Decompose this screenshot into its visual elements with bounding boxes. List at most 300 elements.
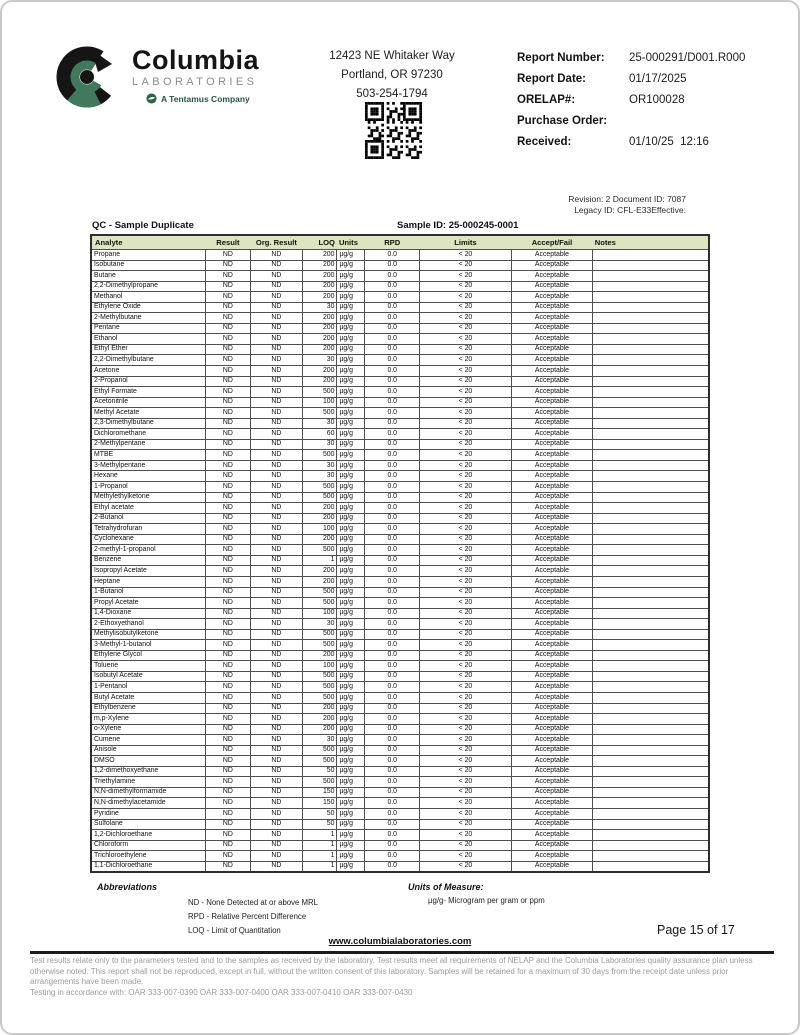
cell-loq: 60 bbox=[302, 429, 337, 440]
cell-analyte: Ethylbenzene bbox=[91, 703, 205, 714]
table-row bbox=[91, 671, 709, 682]
cell-units: µg/g bbox=[337, 830, 365, 841]
cell-result: ND bbox=[205, 840, 250, 851]
cell-loq: 1 bbox=[302, 851, 337, 862]
cell-accept-fail: Acceptable bbox=[511, 408, 593, 419]
cell-limits: < 20 bbox=[420, 840, 511, 851]
cell-loq: 150 bbox=[302, 798, 337, 809]
table-row bbox=[91, 682, 709, 693]
cell-analyte: Anisole bbox=[91, 745, 205, 756]
table-row bbox=[91, 534, 709, 545]
cell-org-result: ND bbox=[250, 555, 302, 566]
cell-units: µg/g bbox=[337, 271, 365, 282]
table-row bbox=[91, 482, 709, 493]
cell-loq: 200 bbox=[302, 503, 337, 514]
orelap-value: OR100028 bbox=[629, 94, 685, 106]
cell-rpd: 0.0 bbox=[365, 703, 420, 714]
cell-units: µg/g bbox=[337, 429, 365, 440]
cell-rpd: 0.0 bbox=[365, 714, 420, 725]
cell-limits: < 20 bbox=[420, 629, 511, 640]
cell-notes bbox=[593, 682, 709, 693]
table-row bbox=[91, 260, 709, 271]
table-row bbox=[91, 439, 709, 450]
cell-analyte: 1-Pentanol bbox=[91, 682, 205, 693]
cell-accept-fail: Acceptable bbox=[511, 387, 593, 398]
cell-units: µg/g bbox=[337, 598, 365, 609]
table-row bbox=[91, 714, 709, 725]
cell-result: ND bbox=[205, 766, 250, 777]
cell-loq: 200 bbox=[302, 714, 337, 725]
cell-limits: < 20 bbox=[420, 302, 511, 313]
abbreviations-title: Abbreviations bbox=[97, 882, 158, 892]
cell-result: ND bbox=[205, 703, 250, 714]
cell-rpd: 0.0 bbox=[365, 808, 420, 819]
cell-notes bbox=[593, 766, 709, 777]
cell-accept-fail: Acceptable bbox=[511, 671, 593, 682]
cell-limits: < 20 bbox=[420, 397, 511, 408]
cell-loq: 30 bbox=[302, 302, 337, 313]
cell-result: ND bbox=[205, 608, 250, 619]
table-row bbox=[91, 302, 709, 313]
cell-loq: 500 bbox=[302, 545, 337, 556]
cell-units: µg/g bbox=[337, 787, 365, 798]
table-row bbox=[91, 756, 709, 767]
cell-org-result: ND bbox=[250, 777, 302, 788]
cell-units: µg/g bbox=[337, 534, 365, 545]
cell-limits: < 20 bbox=[420, 808, 511, 819]
cell-units: µg/g bbox=[337, 714, 365, 725]
cell-rpd: 0.0 bbox=[365, 671, 420, 682]
cell-result: ND bbox=[205, 851, 250, 862]
cell-notes bbox=[593, 260, 709, 271]
table-row bbox=[91, 608, 709, 619]
cell-units: µg/g bbox=[337, 344, 365, 355]
cell-rpd: 0.0 bbox=[365, 830, 420, 841]
cell-result: ND bbox=[205, 819, 250, 830]
cell-accept-fail: Acceptable bbox=[511, 313, 593, 324]
cell-accept-fail: Acceptable bbox=[511, 323, 593, 334]
cell-notes bbox=[593, 587, 709, 598]
table-row bbox=[91, 450, 709, 461]
cell-accept-fail: Acceptable bbox=[511, 861, 593, 872]
table-row bbox=[91, 861, 709, 872]
cell-accept-fail: Acceptable bbox=[511, 576, 593, 587]
cell-accept-fail: Acceptable bbox=[511, 598, 593, 609]
company-logo bbox=[54, 44, 259, 108]
cell-org-result: ND bbox=[250, 629, 302, 640]
cell-loq: 200 bbox=[302, 650, 337, 661]
cell-accept-fail: Acceptable bbox=[511, 302, 593, 313]
cell-rpd: 0.0 bbox=[365, 281, 420, 292]
cell-loq: 30 bbox=[302, 471, 337, 482]
cell-units: µg/g bbox=[337, 671, 365, 682]
cell-units: µg/g bbox=[337, 798, 365, 809]
cell-org-result: ND bbox=[250, 566, 302, 577]
cell-accept-fail: Acceptable bbox=[511, 798, 593, 809]
cell-units: µg/g bbox=[337, 640, 365, 651]
cell-loq: 500 bbox=[302, 482, 337, 493]
table-row bbox=[91, 808, 709, 819]
cell-analyte: Benzene bbox=[91, 555, 205, 566]
cell-loq: 500 bbox=[302, 671, 337, 682]
cell-loq: 200 bbox=[302, 281, 337, 292]
cell-loq: 500 bbox=[302, 745, 337, 756]
cell-org-result: ND bbox=[250, 429, 302, 440]
cell-loq: 30 bbox=[302, 439, 337, 450]
cell-notes bbox=[593, 777, 709, 788]
cell-analyte: Methylisobutylketone bbox=[91, 629, 205, 640]
cell-units: µg/g bbox=[337, 281, 365, 292]
cell-units: µg/g bbox=[337, 724, 365, 735]
cell-units: µg/g bbox=[337, 608, 365, 619]
cell-org-result: ND bbox=[250, 344, 302, 355]
cell-rpd: 0.0 bbox=[365, 492, 420, 503]
cell-units: µg/g bbox=[337, 840, 365, 851]
cell-rpd: 0.0 bbox=[365, 355, 420, 366]
cell-limits: < 20 bbox=[420, 524, 511, 535]
cell-notes bbox=[593, 524, 709, 535]
table-row bbox=[91, 566, 709, 577]
cell-org-result: ND bbox=[250, 292, 302, 303]
cell-result: ND bbox=[205, 250, 250, 261]
cell-notes bbox=[593, 714, 709, 725]
cell-result: ND bbox=[205, 281, 250, 292]
cell-loq: 50 bbox=[302, 819, 337, 830]
table-row bbox=[91, 640, 709, 651]
cell-notes bbox=[593, 292, 709, 303]
cell-notes bbox=[593, 566, 709, 577]
cell-accept-fail: Acceptable bbox=[511, 503, 593, 514]
cell-loq: 100 bbox=[302, 608, 337, 619]
cell-loq: 30 bbox=[302, 460, 337, 471]
cell-analyte: N,N-dimethylacetamide bbox=[91, 798, 205, 809]
cell-result: ND bbox=[205, 787, 250, 798]
cell-limits: < 20 bbox=[420, 576, 511, 587]
cell-rpd: 0.0 bbox=[365, 334, 420, 345]
cell-result: ND bbox=[205, 756, 250, 767]
qr-code bbox=[365, 102, 422, 159]
cell-result: ND bbox=[205, 745, 250, 756]
cell-accept-fail: Acceptable bbox=[511, 555, 593, 566]
columbia-logo-icon bbox=[54, 44, 126, 108]
table-row bbox=[91, 545, 709, 556]
cell-notes bbox=[593, 429, 709, 440]
cell-limits: < 20 bbox=[420, 355, 511, 366]
cell-notes bbox=[593, 408, 709, 419]
cell-analyte: Isopropyl Acetate bbox=[91, 566, 205, 577]
table-row bbox=[91, 619, 709, 630]
table-row bbox=[91, 313, 709, 324]
cell-rpd: 0.0 bbox=[365, 661, 420, 672]
cell-org-result: ND bbox=[250, 661, 302, 672]
cell-units: µg/g bbox=[337, 302, 365, 313]
cell-org-result: ND bbox=[250, 260, 302, 271]
cell-rpd: 0.0 bbox=[365, 503, 420, 514]
cell-rpd: 0.0 bbox=[365, 439, 420, 450]
cell-units: µg/g bbox=[337, 703, 365, 714]
abbreviations-list bbox=[188, 896, 318, 938]
col-header-rpd: RPD bbox=[365, 235, 420, 250]
cell-analyte: 1,1-Dichloroethane bbox=[91, 861, 205, 872]
table-row bbox=[91, 387, 709, 398]
tentamus-icon bbox=[146, 93, 157, 104]
website-link[interactable]: www.columbialaboratories.com bbox=[328, 936, 472, 947]
cell-analyte: o-Xylene bbox=[91, 724, 205, 735]
cell-limits: < 20 bbox=[420, 619, 511, 630]
cell-loq: 1 bbox=[302, 861, 337, 872]
cell-accept-fail: Acceptable bbox=[511, 281, 593, 292]
cell-accept-fail: Acceptable bbox=[511, 777, 593, 788]
cell-limits: < 20 bbox=[420, 714, 511, 725]
cell-result: ND bbox=[205, 545, 250, 556]
cell-result: ND bbox=[205, 323, 250, 334]
cell-rpd: 0.0 bbox=[365, 471, 420, 482]
cell-limits: < 20 bbox=[420, 439, 511, 450]
cell-notes bbox=[593, 271, 709, 282]
cell-rpd: 0.0 bbox=[365, 387, 420, 398]
cell-rpd: 0.0 bbox=[365, 323, 420, 334]
cell-org-result: ND bbox=[250, 450, 302, 461]
purchase-order-label: Purchase Order: bbox=[517, 115, 608, 127]
cell-org-result: ND bbox=[250, 798, 302, 809]
table-row bbox=[91, 661, 709, 672]
cell-accept-fail: Acceptable bbox=[511, 471, 593, 482]
cell-loq: 200 bbox=[302, 271, 337, 282]
cell-accept-fail: Acceptable bbox=[511, 682, 593, 693]
cell-rpd: 0.0 bbox=[365, 292, 420, 303]
cell-result: ND bbox=[205, 534, 250, 545]
cell-loq: 500 bbox=[302, 408, 337, 419]
cell-units: µg/g bbox=[337, 355, 365, 366]
cell-rpd: 0.0 bbox=[365, 450, 420, 461]
cell-accept-fail: Acceptable bbox=[511, 250, 593, 261]
cell-analyte: 2-Methylbutane bbox=[91, 313, 205, 324]
cell-notes bbox=[593, 787, 709, 798]
table-row bbox=[91, 703, 709, 714]
cell-notes bbox=[593, 661, 709, 672]
cell-units: µg/g bbox=[337, 777, 365, 788]
cell-org-result: ND bbox=[250, 830, 302, 841]
table-row bbox=[91, 513, 709, 524]
cell-analyte: Methylethylketone bbox=[91, 492, 205, 503]
cell-limits: < 20 bbox=[420, 766, 511, 777]
cell-loq: 200 bbox=[302, 323, 337, 334]
cell-rpd: 0.0 bbox=[365, 418, 420, 429]
cell-org-result: ND bbox=[250, 671, 302, 682]
cell-result: ND bbox=[205, 587, 250, 598]
table-row bbox=[91, 492, 709, 503]
cell-loq: 200 bbox=[302, 724, 337, 735]
cell-loq: 500 bbox=[302, 387, 337, 398]
cell-result: ND bbox=[205, 397, 250, 408]
table-row bbox=[91, 323, 709, 334]
cell-notes bbox=[593, 281, 709, 292]
cell-notes bbox=[593, 344, 709, 355]
table-row bbox=[91, 598, 709, 609]
abbreviation-item: RPD - Relative Percent Difference bbox=[188, 912, 307, 921]
cell-loq: 200 bbox=[302, 576, 337, 587]
cell-org-result: ND bbox=[250, 471, 302, 482]
abbreviation-item: LOQ - Limit of Quantitation bbox=[188, 926, 281, 935]
cell-notes bbox=[593, 387, 709, 398]
received-value: 01/10/25 12:16 bbox=[629, 136, 709, 148]
table-row bbox=[91, 840, 709, 851]
table-row bbox=[91, 460, 709, 471]
cell-rpd: 0.0 bbox=[365, 260, 420, 271]
cell-limits: < 20 bbox=[420, 682, 511, 693]
cell-limits: < 20 bbox=[420, 777, 511, 788]
cell-org-result: ND bbox=[250, 692, 302, 703]
lab-address bbox=[282, 47, 502, 104]
cell-analyte: Acetonitrile bbox=[91, 397, 205, 408]
cell-rpd: 0.0 bbox=[365, 777, 420, 788]
cell-result: ND bbox=[205, 598, 250, 609]
report-info-row bbox=[517, 132, 745, 153]
cell-limits: < 20 bbox=[420, 503, 511, 514]
cell-result: ND bbox=[205, 798, 250, 809]
section-title: QC - Sample Duplicate bbox=[92, 220, 194, 231]
revision-info bbox=[568, 194, 686, 215]
cell-org-result: ND bbox=[250, 545, 302, 556]
cell-loq: 500 bbox=[302, 492, 337, 503]
report-number-label: Report Number: bbox=[517, 52, 605, 64]
report-info-row bbox=[517, 69, 745, 90]
cell-loq: 200 bbox=[302, 292, 337, 303]
cell-result: ND bbox=[205, 650, 250, 661]
col-header-org-result: Org. Result bbox=[250, 235, 302, 250]
cell-rpd: 0.0 bbox=[365, 692, 420, 703]
cell-analyte: N,N-dimethylformamide bbox=[91, 787, 205, 798]
table-row bbox=[91, 555, 709, 566]
report-number-value: 25-000291/D001.R000 bbox=[629, 52, 746, 64]
cell-analyte: Triethylamine bbox=[91, 777, 205, 788]
cell-result: ND bbox=[205, 724, 250, 735]
address-line3: 503-254-1794 bbox=[356, 88, 428, 100]
cell-limits: < 20 bbox=[420, 692, 511, 703]
table-row bbox=[91, 344, 709, 355]
cell-limits: < 20 bbox=[420, 334, 511, 345]
cell-limits: < 20 bbox=[420, 534, 511, 545]
cell-org-result: ND bbox=[250, 302, 302, 313]
cell-org-result: ND bbox=[250, 408, 302, 419]
cell-units: µg/g bbox=[337, 439, 365, 450]
cell-result: ND bbox=[205, 355, 250, 366]
cell-notes bbox=[593, 355, 709, 366]
cell-loq: 30 bbox=[302, 735, 337, 746]
cell-loq: 100 bbox=[302, 397, 337, 408]
cell-limits: < 20 bbox=[420, 798, 511, 809]
cell-accept-fail: Acceptable bbox=[511, 534, 593, 545]
cell-accept-fail: Acceptable bbox=[511, 566, 593, 577]
cell-accept-fail: Acceptable bbox=[511, 661, 593, 672]
table-row bbox=[91, 503, 709, 514]
cell-limits: < 20 bbox=[420, 429, 511, 440]
cell-analyte: Butyl Acetate bbox=[91, 692, 205, 703]
cell-loq: 50 bbox=[302, 808, 337, 819]
cell-units: µg/g bbox=[337, 682, 365, 693]
table-row bbox=[91, 366, 709, 377]
report-date-label: Report Date: bbox=[517, 73, 587, 85]
cell-analyte: Isobutane bbox=[91, 260, 205, 271]
cell-accept-fail: Acceptable bbox=[511, 355, 593, 366]
cell-loq: 500 bbox=[302, 777, 337, 788]
cell-units: µg/g bbox=[337, 418, 365, 429]
cell-rpd: 0.0 bbox=[365, 745, 420, 756]
cell-units: µg/g bbox=[337, 482, 365, 493]
received-label: Received: bbox=[517, 136, 572, 148]
cell-loq: 200 bbox=[302, 566, 337, 577]
cell-units: µg/g bbox=[337, 366, 365, 377]
cell-units: µg/g bbox=[337, 387, 365, 398]
cell-limits: < 20 bbox=[420, 587, 511, 598]
cell-result: ND bbox=[205, 524, 250, 535]
cell-accept-fail: Acceptable bbox=[511, 545, 593, 556]
cell-limits: < 20 bbox=[420, 640, 511, 651]
table-row bbox=[91, 355, 709, 366]
cell-loq: 1 bbox=[302, 555, 337, 566]
cell-accept-fail: Acceptable bbox=[511, 292, 593, 303]
cell-org-result: ND bbox=[250, 735, 302, 746]
cell-org-result: ND bbox=[250, 397, 302, 408]
table-row bbox=[91, 376, 709, 387]
cell-loq: 100 bbox=[302, 661, 337, 672]
cell-units: µg/g bbox=[337, 292, 365, 303]
cell-limits: < 20 bbox=[420, 545, 511, 556]
cell-accept-fail: Acceptable bbox=[511, 260, 593, 271]
col-header-loq: LOQ bbox=[302, 235, 337, 250]
cell-result: ND bbox=[205, 418, 250, 429]
cell-org-result: ND bbox=[250, 271, 302, 282]
cell-notes bbox=[593, 598, 709, 609]
cell-result: ND bbox=[205, 808, 250, 819]
cell-limits: < 20 bbox=[420, 250, 511, 261]
cell-analyte: Methanol bbox=[91, 292, 205, 303]
cell-notes bbox=[593, 482, 709, 493]
cell-loq: 200 bbox=[302, 334, 337, 345]
cell-limits: < 20 bbox=[420, 366, 511, 377]
cell-analyte: Ethyl acetate bbox=[91, 503, 205, 514]
cell-result: ND bbox=[205, 313, 250, 324]
cell-loq: 500 bbox=[302, 587, 337, 598]
cell-accept-fail: Acceptable bbox=[511, 840, 593, 851]
cell-rpd: 0.0 bbox=[365, 576, 420, 587]
cell-limits: < 20 bbox=[420, 703, 511, 714]
cell-analyte: 3-Methyl-1-butanol bbox=[91, 640, 205, 651]
cell-loq: 500 bbox=[302, 640, 337, 651]
cell-analyte: 3-Methylpentane bbox=[91, 460, 205, 471]
cell-units: µg/g bbox=[337, 587, 365, 598]
cell-rpd: 0.0 bbox=[365, 524, 420, 535]
cell-org-result: ND bbox=[250, 840, 302, 851]
cell-analyte: m,p-Xylene bbox=[91, 714, 205, 725]
cell-org-result: ND bbox=[250, 513, 302, 524]
cell-accept-fail: Acceptable bbox=[511, 714, 593, 725]
table-row bbox=[91, 851, 709, 862]
cell-rpd: 0.0 bbox=[365, 756, 420, 767]
cell-accept-fail: Acceptable bbox=[511, 439, 593, 450]
cell-loq: 100 bbox=[302, 524, 337, 535]
cell-notes bbox=[593, 576, 709, 587]
cell-rpd: 0.0 bbox=[365, 650, 420, 661]
table-row bbox=[91, 787, 709, 798]
cell-org-result: ND bbox=[250, 724, 302, 735]
address-line2: Portland, OR 97230 bbox=[341, 69, 443, 81]
cell-result: ND bbox=[205, 460, 250, 471]
cell-org-result: ND bbox=[250, 482, 302, 493]
cell-org-result: ND bbox=[250, 439, 302, 450]
table-row bbox=[91, 629, 709, 640]
footer-disclaimer bbox=[30, 956, 778, 998]
